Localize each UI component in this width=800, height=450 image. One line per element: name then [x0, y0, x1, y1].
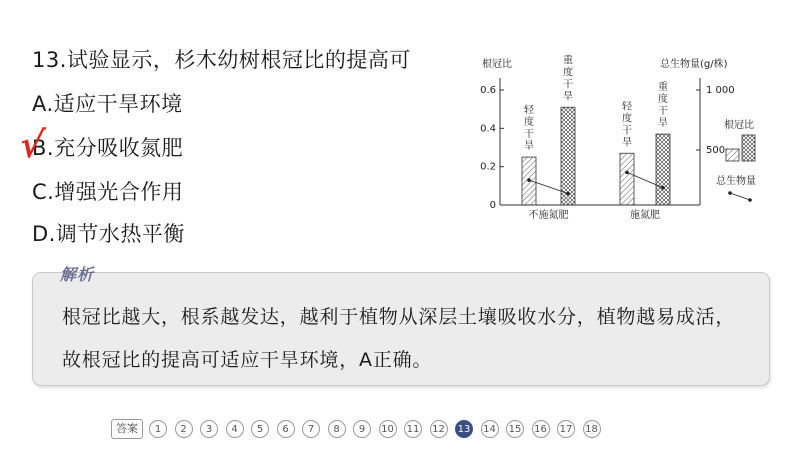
question-stem: 13.试验显示，杉木幼树根冠比的提高可: [32, 48, 411, 72]
correct-check-mark: √: [17, 124, 47, 166]
ratio-bar: [561, 107, 575, 205]
answer-button[interactable]: 答案: [111, 419, 143, 439]
bar-label-char: 度: [658, 94, 668, 106]
biomass-point: [625, 171, 629, 175]
question-number-3[interactable]: 3: [200, 420, 218, 438]
right-axis-title: 总生物量(g/株): [660, 59, 728, 70]
legend-biomass-dot-a: [728, 191, 732, 195]
left-axis-title: 根冠比: [482, 59, 512, 70]
legend-biomass-label: 总生物量: [716, 176, 756, 187]
bar-label-char: 旱: [563, 91, 573, 103]
legend-biomass-dot-b: [748, 198, 752, 202]
bar-label-char: 重: [658, 82, 668, 94]
left-tick-label: 0: [489, 200, 496, 211]
bar-label-char: 干: [524, 129, 534, 141]
question-number-2[interactable]: 2: [175, 420, 193, 438]
legend-ratio-label: 根冠比: [724, 120, 754, 131]
analysis-text: 根冠比越大，根系越发达，越利于植物从深层土壤吸收水分，植物越易成活，故根冠比的提高可适应干旱环境，A正确。: [62, 306, 736, 371]
legend-ratio-swatch-heavy: [742, 135, 755, 161]
bar-label-char: 旱: [524, 141, 534, 153]
group-label: 不施氮肥: [528, 210, 569, 221]
question-number-1[interactable]: 1: [149, 420, 167, 438]
option-a[interactable]: A.适应干旱环境: [32, 92, 183, 116]
bar-label-char: 干: [563, 79, 573, 91]
left-tick-label: 0.4: [480, 123, 496, 135]
bar-label-char: 干: [658, 106, 668, 118]
question-number-10[interactable]: 10: [379, 420, 397, 438]
question-number-14[interactable]: 14: [481, 420, 499, 438]
bar-label-char: 度: [524, 117, 534, 129]
question-number-4[interactable]: 4: [226, 420, 244, 438]
option-c[interactable]: C.增强光合作用: [32, 180, 184, 204]
bar-label-char: 度: [622, 113, 632, 125]
question-number-7[interactable]: 7: [302, 420, 320, 438]
question-number-12[interactable]: 12: [430, 420, 448, 438]
question-number-18[interactable]: 18: [583, 420, 601, 438]
question-number-6[interactable]: 6: [277, 420, 295, 438]
question-number-5[interactable]: 5: [251, 420, 269, 438]
group-label: 施氮肥: [630, 210, 660, 221]
root-shoot-ratio-chart: [470, 50, 780, 225]
question-number-15[interactable]: 15: [506, 420, 524, 438]
question-number-11[interactable]: 11: [404, 420, 422, 438]
bar-label-char: 旱: [622, 137, 632, 149]
option-d[interactable]: D.调节水热平衡: [32, 222, 185, 246]
bar-label-char: 度: [563, 67, 573, 79]
left-tick-label: 0.2: [480, 161, 496, 173]
bar-label-char: 干: [622, 125, 632, 137]
question-number-16[interactable]: 16: [532, 420, 550, 438]
left-tick-label: 0.6: [480, 85, 496, 96]
legend-ratio-swatch-light: [726, 149, 739, 161]
legend-biomass-line: [730, 193, 750, 200]
ratio-bar: [656, 134, 670, 205]
bar-label-char: 旱: [658, 118, 668, 130]
analysis-tag: 解析: [60, 265, 95, 284]
ratio-bar: [620, 153, 634, 205]
bar-label-char: 重: [563, 55, 573, 67]
question-number-9[interactable]: 9: [353, 420, 371, 438]
answer-nav: [111, 419, 608, 439]
right-tick-label: 500: [706, 145, 726, 156]
bar-label-char: 轻: [524, 105, 534, 117]
right-tick-label: 1 000: [706, 85, 735, 96]
question-number-17[interactable]: 17: [557, 420, 575, 438]
bar-label-char: 轻: [622, 101, 632, 113]
question-number-13[interactable]: 13: [455, 420, 473, 438]
question-number-8[interactable]: 8: [328, 420, 346, 438]
option-b[interactable]: B.充分吸收氮肥: [32, 136, 184, 160]
